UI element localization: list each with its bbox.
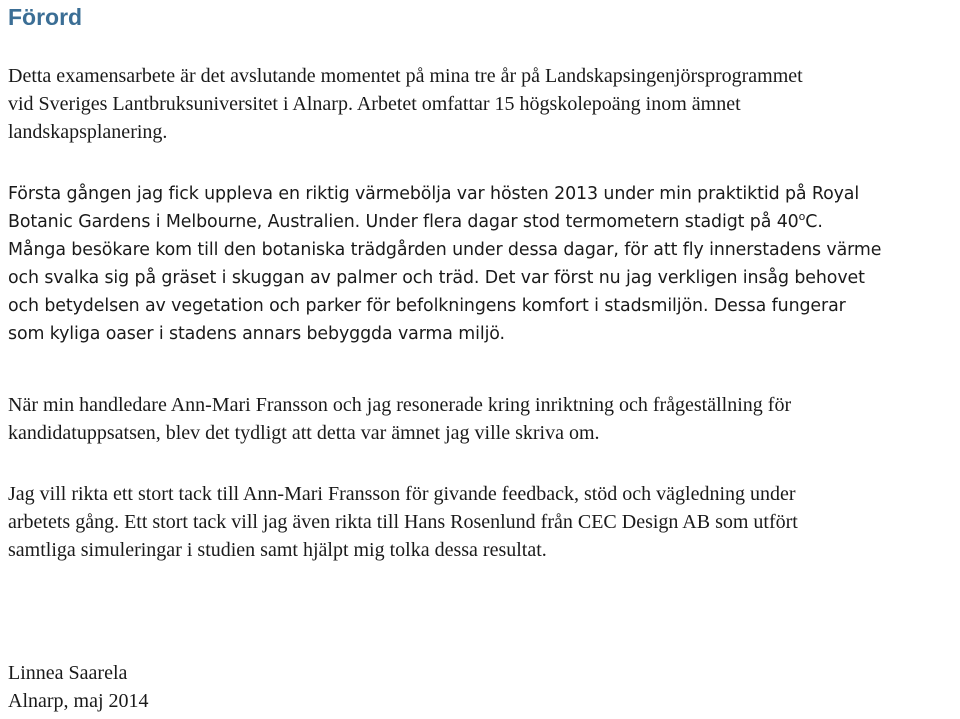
text-line: Första gången jag fick uppleva en riktig värmebölja var hösten 2013 under min praktiktid på Royal: [8, 184, 860, 204]
signature-name: Linnea Saarela: [8, 662, 128, 684]
signature-block: [8, 659, 952, 715]
degree-superscript: o: [798, 210, 806, 223]
text-line: vid Sveriges Lantbruksuniversitet i Alnarp. Arbetet omfattar 15 högskolepoäng inom ämnet: [8, 93, 741, 115]
text-line: landskapsplanering.: [8, 121, 168, 143]
text-line: samtliga simuleringar i studien samt hjälpt mig tolka dessa resultat.: [8, 539, 547, 561]
text-segment: C.: [805, 212, 823, 232]
text-line: Många besökare kom till den botaniska trädgården under dessa dagar, för att fly innerstadens värme: [8, 240, 882, 260]
text-line: När min handledare Ann-Mari Fransson och jag resonerade kring inriktning och frågeställning för: [8, 394, 792, 416]
intro-paragraph: [8, 62, 952, 146]
text-line: [8, 208, 952, 236]
text-line: Jag vill rikta ett stort tack till Ann-Mari Fransson för givande feedback, stöd och vägledning under: [8, 483, 796, 505]
text-line: och svalka sig på gräset i skuggan av palmer och träd. Det var först nu jag verkligen insåg behovet: [8, 268, 865, 288]
text-line: arbetets gång. Ett stort tack vill jag även rikta till Hans Rosenlund från CEC Design AB som utfört: [8, 511, 798, 533]
heatwave-paragraph: [8, 180, 952, 348]
text-segment: Botanic Gardens i Melbourne, Australien. Under flera dagar stod termometern stadigt på 40: [8, 212, 799, 232]
thanks-paragraph: [8, 480, 952, 564]
signature-place-date: Alnarp, maj 2014: [8, 690, 149, 712]
text-line: Detta examensarbete är det avslutande momentet på mina tre år på Landskapsingenjörsprogrammet: [8, 65, 803, 87]
text-line: som kyliga oaser i stadens annars bebyggda varma miljö.: [8, 324, 505, 344]
text-line: kandidatuppsatsen, blev det tydligt att detta var ämnet jag ville skriva om.: [8, 422, 600, 444]
text-line: och betydelsen av vegetation och parker för befolkningens komfort i stadsmiljön. Dessa fungerar: [8, 296, 846, 316]
supervisor-paragraph: [8, 391, 952, 447]
page-title: Förord: [8, 4, 83, 30]
